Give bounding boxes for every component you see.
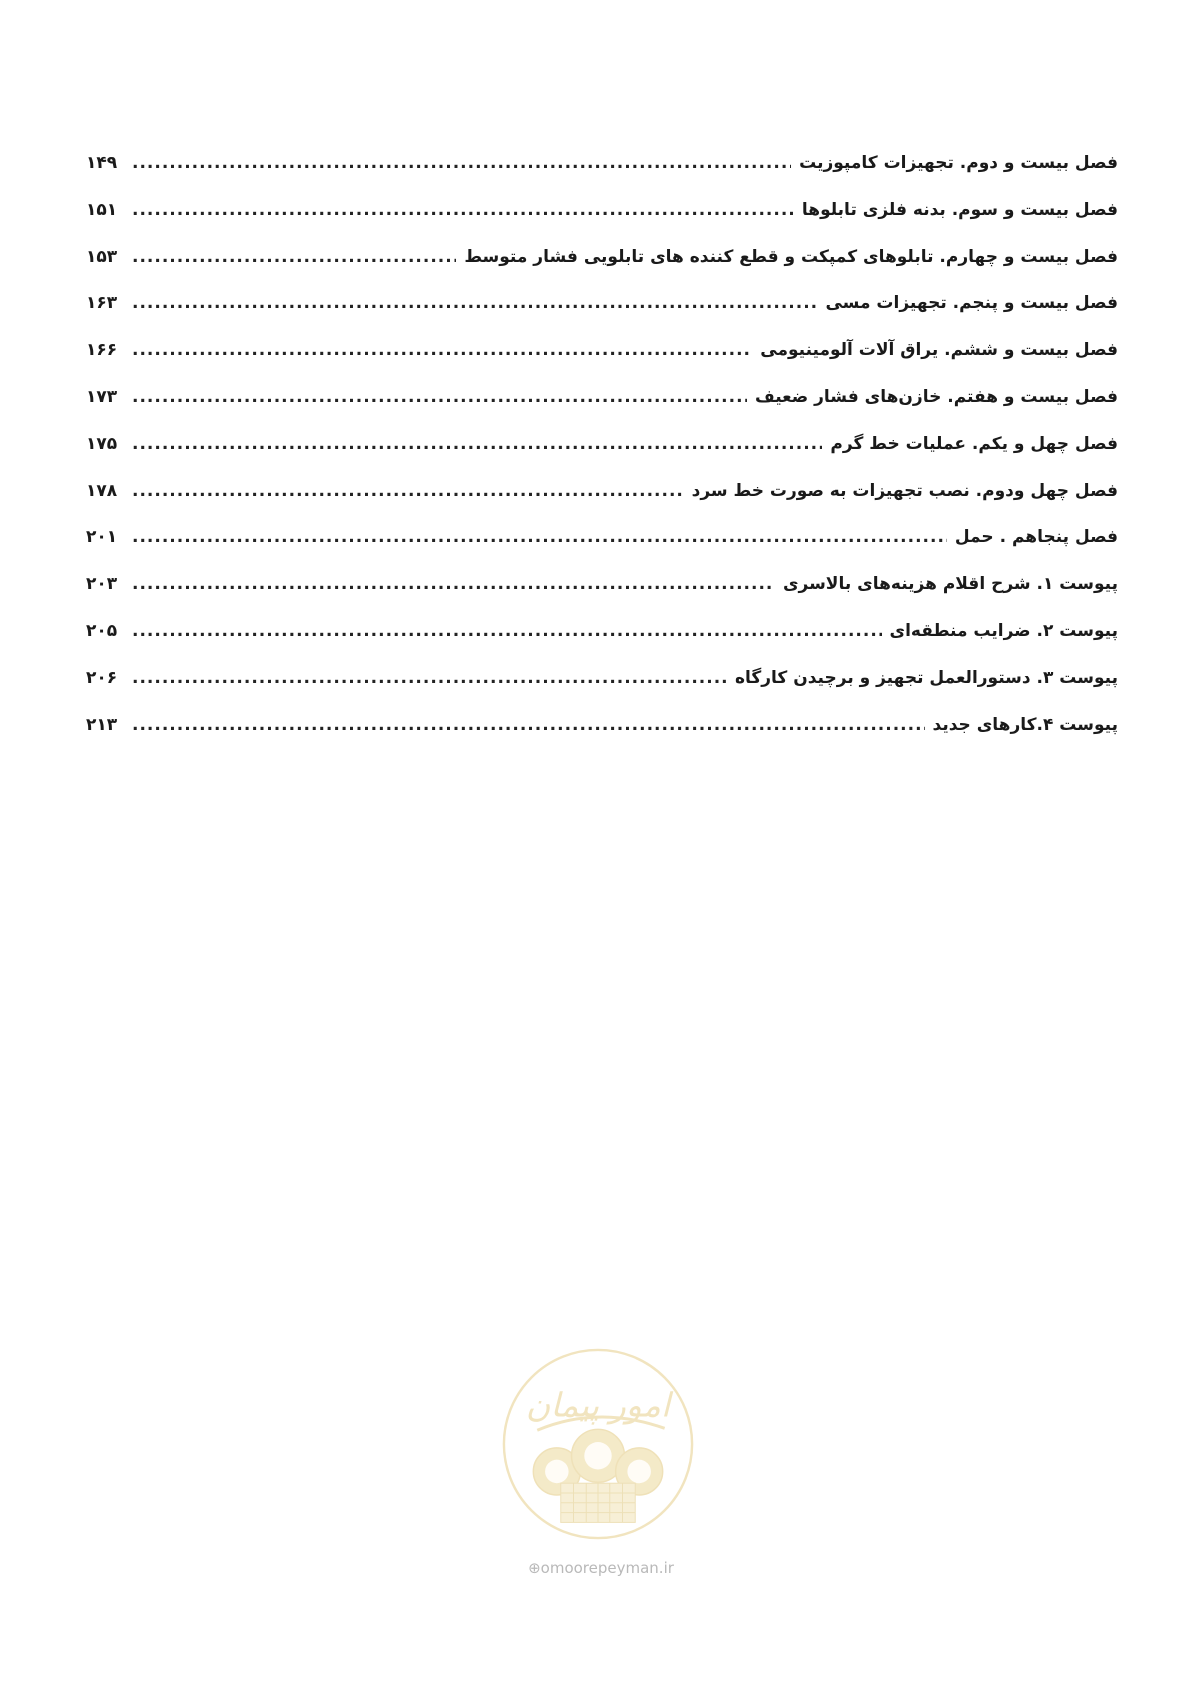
toc-entry[interactable]: [86, 667, 1118, 714]
toc-entry-title: فصل پنجاهم . حمل: [954, 527, 1118, 548]
toc-dot-leader: [132, 386, 747, 408]
toc-entry[interactable]: [86, 480, 1118, 527]
toc-entry-page: ۱۷۸: [86, 480, 118, 501]
toc-entry[interactable]: [86, 246, 1118, 293]
toc-entry[interactable]: [86, 339, 1118, 386]
toc-entry-title: فصل بیست و هفتم. خازن‌های فشار ضعیف: [755, 386, 1118, 407]
watermark-logo: [500, 1346, 696, 1542]
toc-entry-page: ۱۶۳: [86, 293, 118, 314]
watermark-url: [516, 1559, 686, 1577]
toc-entry[interactable]: [86, 292, 1118, 339]
toc-dot-leader: [132, 573, 775, 595]
toc-dot-leader: [132, 246, 456, 268]
toc-dot-leader: [132, 199, 794, 221]
table-of-contents: [86, 152, 1118, 760]
toc-entry[interactable]: [86, 433, 1118, 480]
toc-entry-page: ۲۰۵: [86, 620, 118, 641]
toc-entry-title: پیوست ۲. ضرایب منطقه‌ای: [889, 620, 1118, 641]
toc-entry[interactable]: [86, 714, 1118, 761]
toc-dot-leader: [132, 152, 791, 174]
toc-entry-page: ۱۴۹: [86, 153, 118, 173]
toc-entry[interactable]: [86, 199, 1118, 246]
toc-dot-leader: [132, 339, 752, 361]
toc-entry-title: پیوست ۳. دستورالعمل تجهیز و برچیدن کارگاه: [734, 667, 1118, 688]
toc-entry[interactable]: [86, 573, 1118, 620]
toc-dot-leader: [132, 714, 925, 736]
toc-entry-page: ۱۶۶: [86, 340, 118, 361]
toc-dot-leader: [132, 480, 684, 502]
globe-icon: ⊕: [528, 1559, 541, 1577]
toc-entry[interactable]: [86, 152, 1118, 199]
toc-entry-title: فصل بیست و دوم. تجهیزات کامپوزیت: [799, 153, 1118, 173]
toc-entry-title: فصل بیست و چهارم. تابلوهای کمپکت و قطع کننده های تابلویی فشار متوسط: [464, 246, 1118, 267]
toc-entry-page: ۱۵۱: [86, 199, 118, 220]
toc-entry-page: ۲۱۳: [86, 714, 118, 735]
toc-entry-title: فصل بیست و ششم. یراق آلات آلومینیومی: [760, 340, 1118, 361]
toc-entry[interactable]: [86, 526, 1118, 573]
toc-entry-title: فصل بیست و پنجم. تجهیزات مسی: [825, 293, 1118, 314]
watermark-url-text: omoorepeyman.ir: [540, 1559, 674, 1577]
toc-entry-title: پیوست ۴.کارهای جدید: [932, 714, 1118, 735]
toc-entry[interactable]: [86, 386, 1118, 433]
toc-dot-leader: [132, 526, 947, 548]
toc-entry-page: ۲۰۶: [86, 667, 118, 688]
toc-entry-page: ۱۵۳: [86, 246, 118, 267]
toc-entry-page: ۱۷۵: [86, 433, 118, 454]
toc-entry[interactable]: [86, 620, 1118, 667]
toc-entry-page: ۱۷۳: [86, 386, 118, 407]
toc-dot-leader: [132, 292, 817, 314]
toc-entry-title: پیوست ۱. شرح اقلام هزینه‌های بالاسری: [782, 574, 1118, 595]
toc-entry-title: فصل چهل و یکم. عملیات خط گرم: [830, 433, 1118, 454]
watermark-logo-text: امور پیمان: [525, 1385, 671, 1425]
toc-dot-leader: [132, 433, 822, 455]
toc-dot-leader: [132, 620, 882, 642]
toc-entry-page: ۲۰۱: [86, 527, 118, 548]
toc-entry-title: فصل بیست و سوم. بدنه فلزی تابلوها: [801, 199, 1118, 220]
toc-dot-leader: [132, 667, 727, 689]
toc-entry-page: ۲۰۳: [86, 574, 118, 595]
toc-entry-title: فصل چهل ودوم. نصب تجهیزات به صورت خط سرد: [691, 480, 1118, 501]
